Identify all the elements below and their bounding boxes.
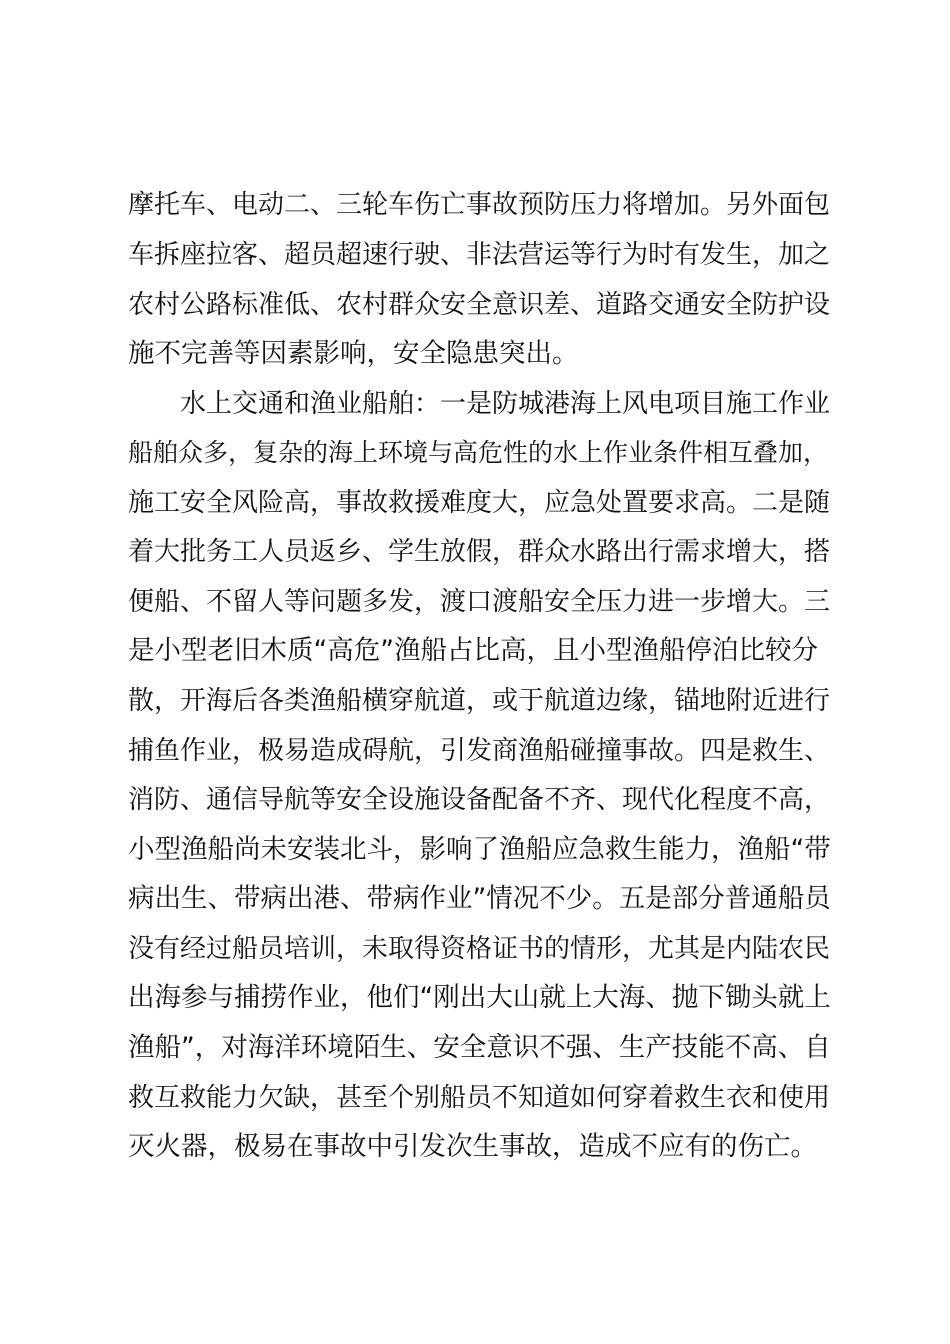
paragraph-line: 消防、通信导航等安全设施设备配备不齐、现代化程度不高， <box>128 785 831 815</box>
paragraph-line: 散，开海后各类渔船横穿航道，或于航道边缘，锚地附近进行 <box>128 686 831 716</box>
paragraph-line: 捕鱼作业，极易造成碍航，引发商渔船碰撞事故。四是救生、 <box>128 736 831 766</box>
paragraph-line: 出海参与捕捞作业，他们“刚出大山就上大海、抛下锄头就上 <box>128 982 831 1013</box>
paragraph-line: 摩托车、电动二、三轮车伤亡事故预防压力将增加。另外面包 <box>128 190 831 220</box>
paragraph-line: 是小型老旧木质“高危”渔船占比高，且小型渔船停泊比较分 <box>128 635 818 666</box>
paragraph-line: 船舶众多，复杂的海上环境与高危性的水上作业条件相互叠加， <box>128 438 829 467</box>
paragraph-line: 施工安全风险高，事故救援难度大，应急处置要求高。二是随 <box>128 488 831 518</box>
paragraph-line: 农村公路标准低、农村群众安全意识差、道路交通安全防护设 <box>128 290 831 320</box>
paragraph-line: 水上交通和渔业船舶：一是防城港海上风电项目施工作业 <box>180 389 831 419</box>
paragraph-line: 渔船”，对海洋环境陌生、安全意识不强、生产技能不高、自 <box>128 1032 831 1063</box>
paragraph-line: 便船、不留人等问题多发，渡口渡船安全压力进一步增大。三 <box>128 587 831 617</box>
paragraph-line: 灭火器，极易在事故中引发次生事故，造成不应有的伤亡。 <box>128 1131 817 1162</box>
paragraph-line: 救互救能力欠缺，甚至个别船员不知道如何穿着救生衣和使用 <box>128 1083 831 1113</box>
paragraph-line: 小型渔船尚未安装北斗，影响了渔船应急救生能力，渔船“带 <box>128 834 831 865</box>
paragraph-line: 施不完善等因素影响，安全隐患突出。 <box>128 338 579 369</box>
paragraph-line: 没有经过船员培训，未取得资格证书的情形，尤其是内陆农民 <box>128 934 831 964</box>
paragraph-line: 着大批务工人员返乡、学生放假，群众水路出行需求增大，搭 <box>128 537 831 567</box>
paragraph-line: 车拆座拉客、超员超速行驶、非法营运等行为时有发生，加之 <box>128 240 831 270</box>
paragraph-line: 病出生、带病出港、带病作业”情况不少。五是部分普通船员 <box>128 883 831 914</box>
